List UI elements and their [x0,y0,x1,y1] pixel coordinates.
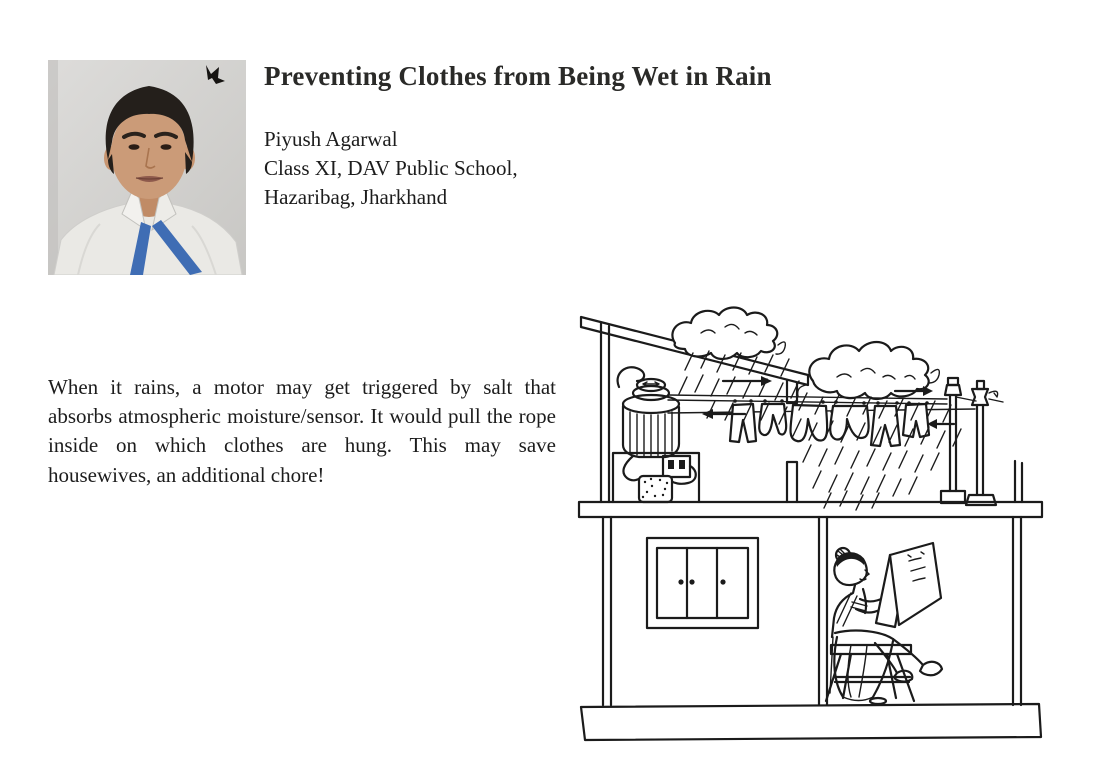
article-header [264,60,904,212]
author-photo [48,60,246,275]
author-name: Piyush Agarwal [264,127,398,151]
author-block [264,125,904,212]
house-base-slab [581,704,1041,740]
author-location: Hazaribag, Jharkhand [264,185,448,209]
article-title: Preventing Clothes from Being Wet in Rain [264,61,772,91]
illustration-clothesline-drawing [575,293,1045,763]
lower-walls [603,517,1021,705]
motor-unit [618,367,679,457]
author-photo-graphic [48,60,246,275]
left-post [601,323,609,502]
illustration-graphic [575,293,1045,763]
article-paragraph: When it rains, a motor may get triggered by salt that absorbs atmospheric moisture/sensor. It would pull the rope inside on which clothes are hung. This may save housewives, an additional chore! [48,375,556,487]
line-pole-left [941,378,965,503]
author-class-school: Class XI, DAV Public School, [264,156,518,180]
salt-sensor-box [613,453,699,502]
rain-cloud-left [672,308,785,360]
window-cupboard [647,538,758,628]
